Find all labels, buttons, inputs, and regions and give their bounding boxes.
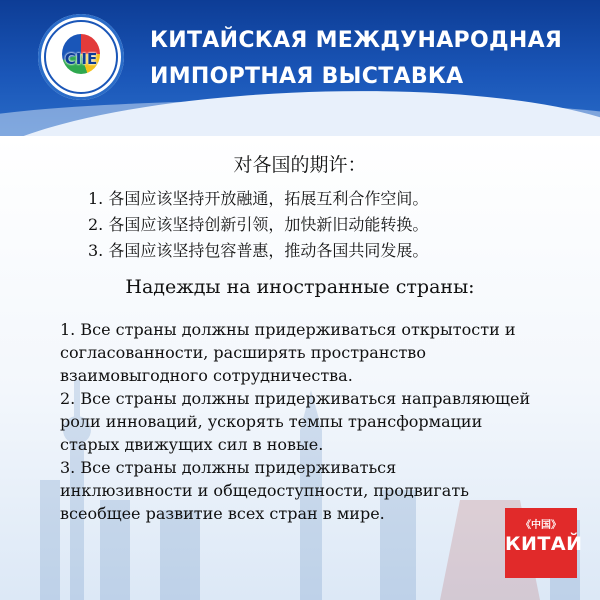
china-magazine-badge (505, 508, 583, 578)
zh-heading: 对各国的期许： (233, 154, 367, 176)
ru-line: 3. Все страны должны придерживаться (60, 458, 397, 477)
badge-decor (505, 559, 577, 565)
ru-line: инклюзивности и общедоступности, продвигать (60, 481, 469, 500)
zh-list (88, 186, 588, 264)
page-title-line2: ИМПОРТНАЯ ВЫСТАВКА (150, 64, 464, 89)
zh-item: 2. 各国应该坚持创新引领，加快新旧动能转换。 (88, 215, 429, 234)
logo-text: CIIE (64, 50, 98, 68)
page-title-line1: КИТАЙСКАЯ МЕЖДУНАРОДНАЯ (150, 28, 563, 53)
ru-line: согласованности, расширять пространство (60, 343, 426, 362)
zh-item: 3. 各国应该坚持包容普惠，推动各国共同发展。 (88, 241, 429, 260)
zh-item: 1. 各国应该坚持开放融通，拓展互利合作空间。 (88, 189, 429, 208)
ciie-logo (38, 14, 124, 100)
ru-text (60, 318, 580, 525)
badge-top: 《中国》 (521, 520, 561, 531)
ru-line: 1. Все страны должны придерживаться открытости и (60, 320, 516, 339)
ru-line: старых движущих сил в новые. (60, 435, 324, 454)
ru-line: взаимовыгодного сотрудничества. (60, 366, 353, 385)
ru-heading: Надежды на иностранные страны: (125, 276, 475, 298)
header-banner (0, 0, 600, 136)
ru-line: всеобщее развитие всех стран в мире. (60, 504, 385, 523)
badge-title: КИТАЙ (505, 533, 583, 555)
ru-line: 2. Все страны должны придерживаться направляющей (60, 389, 531, 408)
ru-line: роли инноваций, ускорять темпы трансформации (60, 412, 483, 431)
